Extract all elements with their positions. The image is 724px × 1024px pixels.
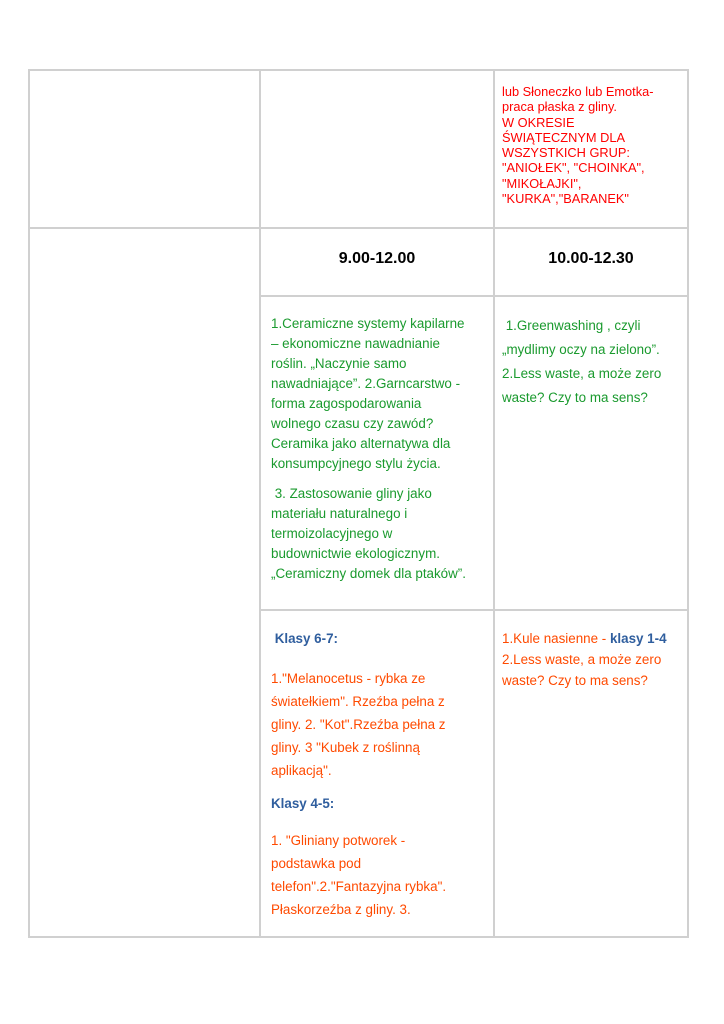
holiday-note-line: "MIKOŁAJKI", [502, 175, 582, 191]
topic-line: forma zagospodarowania [271, 396, 422, 411]
workshop-line: gliny. 3 "Kubek z roślinną [271, 740, 420, 755]
time-slot-col3: 10.00-12.30 [548, 250, 634, 267]
workshop-line: 1. "Gliniany potworek - [271, 833, 406, 848]
workshop-line: waste? Czy to ma sens? [502, 673, 648, 688]
table-border-right [687, 69, 689, 938]
table-border-bottom [28, 936, 689, 938]
topic-line: budownictwie ekologicznym. [271, 546, 440, 561]
workshop-line: aplikacją". [271, 763, 332, 778]
topic-line: Ceramika jako alternatywa dla [271, 436, 451, 451]
workshop-line: podstawka pod [271, 856, 362, 871]
heading-klasy-6-7: Klasy 6-7: [271, 631, 338, 646]
time-slot-col2: 9.00-12.00 [338, 250, 416, 267]
kule-nasienne-text: 1.Kule nasienne - [502, 631, 610, 646]
topic-line: konsumpcyjnego stylu życia. [271, 456, 441, 471]
holiday-note [502, 84, 682, 206]
topic-line: „Ceramiczny domek dla ptaków”. [271, 566, 466, 581]
holiday-note-line: "KURKA","BARANEK" [502, 191, 629, 207]
holiday-note-line: WSZYSTKICH GRUP: [502, 145, 630, 161]
row-divider-2 [259, 295, 689, 297]
topic-line: 2.Less waste, a może zero [502, 366, 662, 381]
workshop-line: gliny. 2. "Kot".Rzeźba pełna z [271, 717, 446, 732]
workshop-line: 2.Less waste, a może zero [502, 652, 662, 667]
topic-line: 1.Greenwashing , czyli [502, 318, 641, 333]
holiday-note-line: lub Słoneczko lub Emotka- [502, 84, 654, 99]
workshop-line [502, 628, 687, 649]
class-workshops [271, 629, 491, 921]
topic-line: „mydlimy oczy na zielono”. [502, 342, 660, 357]
topic-line: – ekonomiczne nawadnianie [271, 336, 440, 351]
topic-line: nawadniające”. 2.Garncarstwo - [271, 376, 461, 391]
topic-line: 1.Ceramiczne systemy kapilarne [271, 316, 465, 331]
workshop-line: telefon".2."Fantazyjna rybka". [271, 879, 447, 894]
column-divider-1 [259, 69, 261, 938]
holiday-note-line: praca płaska z gliny. [502, 99, 617, 115]
workshop-line: światełkiem". Rzeźba pełna z [271, 694, 445, 709]
workshop-topics-green [271, 314, 491, 584]
topic-line: materiału naturalnego i [271, 506, 408, 521]
heading-klasy-4-5: Klasy 4-5: [271, 796, 335, 811]
topic-line: waste? Czy to ma sens? [502, 390, 648, 405]
klasy-1-4-label: klasy 1-4 [609, 631, 667, 646]
topic-line: roślin. „Naczynie samo [271, 356, 407, 371]
topic-line: 3. Zastosowanie gliny jako [271, 486, 432, 501]
class-workshops-col3 [502, 628, 687, 691]
topic-line: termoizolacyjnego w [271, 526, 393, 541]
column-divider-2 [493, 69, 495, 938]
workshop-topics-green-col3 [502, 314, 685, 410]
holiday-note-line: "ANIOŁEK", "CHOINKA", [502, 160, 645, 176]
row-divider-1 [28, 227, 689, 229]
topic-line: wolnego czasu czy zawód? [271, 416, 434, 431]
workshop-line: Płaskorzeźba z gliny. 3. [271, 902, 411, 917]
workshop-line: 1."Melanocetus - rybka ze [271, 671, 426, 686]
holiday-note-line: W OKRESIE [502, 114, 575, 130]
row-divider-3 [259, 609, 689, 611]
table-border-left [28, 69, 30, 938]
holiday-note-line: ŚWIĄTECZNYM DLA [502, 129, 626, 145]
table-border-top [28, 69, 689, 71]
